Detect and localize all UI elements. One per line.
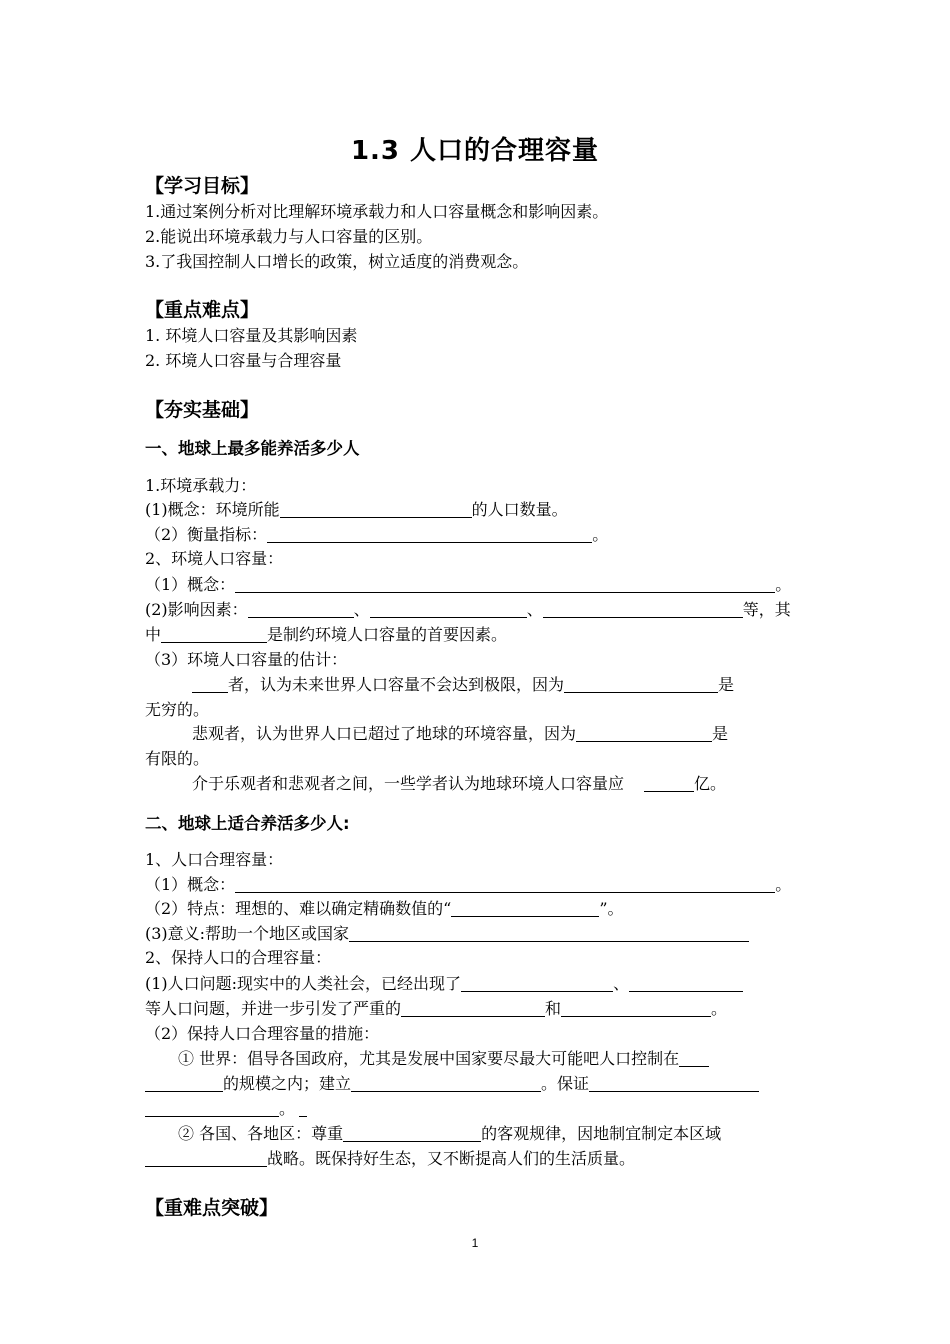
fill-blank[interactable]	[589, 1075, 759, 1092]
fill-blank[interactable]	[192, 676, 228, 693]
fill-blank[interactable]	[145, 1150, 267, 1167]
part1-heading: 一、地球上最多能养活多少人	[145, 439, 360, 458]
fill-blank[interactable]	[161, 626, 267, 643]
text: 和	[545, 999, 562, 1018]
influence-factors	[145, 598, 791, 622]
reasonable-capacity-label: 1、人口合理容量：	[145, 850, 284, 869]
fill-blank[interactable]	[564, 676, 718, 693]
pessimist-view	[192, 722, 728, 746]
text: (1)人口问题:现实中的人类社会，已经出现了	[145, 974, 462, 993]
optimist-view-cont: 无穷的。	[145, 700, 210, 719]
keypoint-item-1: 1. 环境人口容量及其影响因素	[145, 326, 358, 345]
text: 。保证	[541, 1074, 590, 1093]
text: （2）衡量指标：	[145, 525, 268, 544]
objective-item-2: 2.能说出环境承载力与人口容量的区别。	[145, 227, 433, 246]
text: 等人口问题，并进一步引发了严重的	[145, 999, 402, 1018]
text: 。	[775, 575, 792, 594]
text: 中	[145, 625, 162, 644]
pessimist-view-cont: 有限的。	[145, 749, 210, 768]
breakthrough-heading: 【重难点突破】	[145, 1197, 279, 1219]
basics-heading: 【夯实基础】	[145, 399, 260, 421]
optimist-view	[192, 673, 734, 697]
fill-blank[interactable]	[299, 1100, 307, 1117]
objectives-heading: 【学习目标】	[145, 175, 260, 197]
text: 是制约环境人口容量的首要因素。	[267, 625, 508, 644]
reasonable-capacity-concept	[145, 873, 791, 897]
fill-blank[interactable]	[629, 975, 743, 992]
reasonable-capacity-significance	[145, 922, 749, 946]
population-problems-cont	[145, 997, 727, 1021]
text: 的规模之内；建立	[223, 1074, 352, 1093]
objective-item-1: 1.通过案例分析对比理解环境承载力和人口容量概念和影响因素。	[145, 202, 609, 221]
text: 、	[526, 600, 543, 619]
text: 是	[718, 675, 735, 694]
carrying-capacity-indicator	[145, 523, 608, 547]
text: 、	[613, 974, 630, 993]
fill-blank[interactable]	[543, 601, 743, 618]
text: 的客观规律，因地制宜制定本区域	[481, 1124, 722, 1143]
objective-item-3: 3.了我国控制人口增长的政策，树立适度的消费观念。	[145, 252, 529, 271]
text: 介于乐观者和悲观者之间，一些学者认为地球环境人口容量应	[192, 774, 625, 793]
part2-heading: 二、地球上适合养活多少人:	[145, 814, 350, 833]
keypoint-item-2: 2. 环境人口容量与合理容量	[145, 351, 342, 370]
text: (2)影响因素：	[145, 600, 248, 619]
measures-label: （2）保持人口合理容量的措施：	[145, 1024, 380, 1043]
keypoints-heading: 【重点难点】	[145, 299, 260, 321]
fill-blank[interactable]	[644, 775, 694, 792]
text: 的人口数量。	[471, 500, 568, 519]
fill-blank[interactable]	[280, 501, 472, 518]
text: 。	[592, 525, 609, 544]
fill-blank[interactable]	[351, 1075, 541, 1092]
text: 者，认为未来世界人口容量不会达到极限，因为	[228, 675, 565, 694]
regional-measure	[178, 1122, 721, 1146]
fill-blank[interactable]	[145, 1075, 223, 1092]
fill-blank[interactable]	[267, 526, 592, 543]
keep-capacity-label: 2、保持人口的合理容量：	[145, 948, 332, 967]
text: 亿。	[694, 774, 727, 793]
fill-blank[interactable]	[145, 1100, 279, 1117]
fill-blank[interactable]	[679, 1050, 709, 1067]
fill-blank[interactable]	[248, 601, 354, 618]
reasonable-capacity-feature	[145, 897, 624, 921]
carrying-capacity-label: 1.环境承载力：	[145, 476, 257, 495]
population-capacity-label: 2、环境人口容量：	[145, 549, 284, 568]
text: 等，其	[742, 600, 791, 619]
fill-blank[interactable]	[451, 900, 599, 917]
capacity-estimate-label: （3）环境人口容量的估计：	[145, 650, 348, 669]
fill-blank[interactable]	[349, 925, 749, 942]
fill-blank[interactable]	[343, 1125, 481, 1142]
text: 。	[279, 1099, 296, 1118]
population-capacity-concept	[145, 573, 791, 597]
carrying-capacity-concept	[145, 498, 568, 522]
regional-measure-cont	[145, 1147, 635, 1171]
text: (3)意义:帮助一个地区或国家	[145, 924, 350, 943]
fill-blank[interactable]	[235, 576, 775, 593]
fill-blank[interactable]	[461, 975, 613, 992]
text: 是	[712, 724, 729, 743]
middle-view	[192, 772, 726, 796]
text: （1）概念：	[145, 575, 236, 594]
text: (1)概念：环境所能	[145, 500, 280, 519]
text: 。	[775, 875, 792, 894]
text: 、	[353, 600, 370, 619]
primary-factor	[145, 623, 507, 647]
page-title: 1.3 人口的合理容量	[350, 136, 600, 166]
text: ② 各国、各地区：尊重	[178, 1124, 344, 1143]
text: 悲观者，认为世界人口已超过了地球的环境容量，因为	[192, 724, 577, 743]
fill-blank[interactable]	[235, 876, 775, 893]
fill-blank[interactable]	[401, 1000, 545, 1017]
fill-blank[interactable]	[576, 725, 712, 742]
world-measure-cont	[145, 1072, 759, 1096]
text: 战略。既保持好生态，又不断提高人们的生活质量。	[267, 1149, 636, 1168]
population-problems	[145, 972, 743, 996]
text: ① 世界：倡导各国政府，尤其是发展中国家要尽最大可能吧人口控制在	[178, 1049, 680, 1068]
text: （1）概念：	[145, 875, 236, 894]
world-measure-end	[145, 1097, 307, 1121]
text: （2）特点：理想的、难以确定精确数值的“	[145, 899, 452, 918]
world-measure	[178, 1047, 709, 1071]
text: 。	[711, 999, 728, 1018]
page-number: 1	[471, 1236, 479, 1250]
text: ”。	[599, 899, 624, 918]
fill-blank[interactable]	[370, 601, 527, 618]
fill-blank[interactable]	[561, 1000, 711, 1017]
